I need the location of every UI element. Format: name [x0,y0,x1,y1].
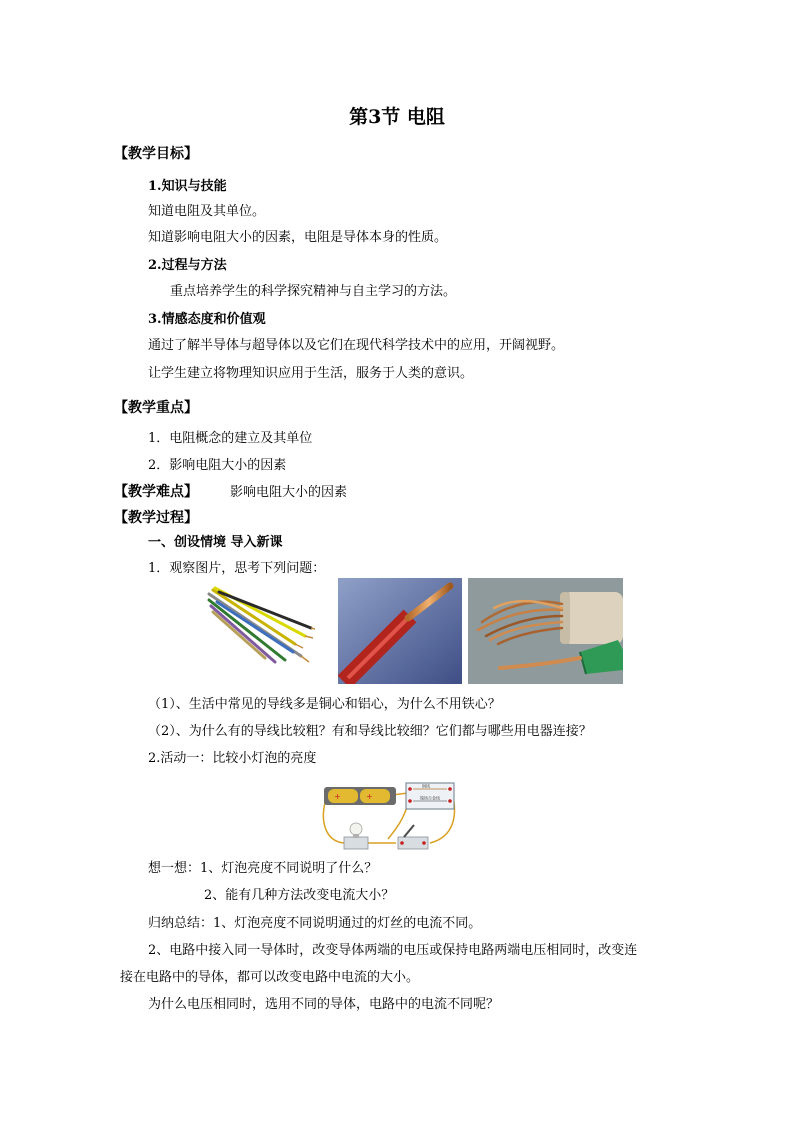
summary-1: 归纳总结：1、灯泡亮度不同说明通过的灯丝的电流不同。 [148,916,482,931]
paragraph: 通过了解半导体与超导体以及它们在现代科学技术中的应用，开阔视野。 [148,338,565,353]
subsection-process: 2.过程与方法 [148,258,227,273]
section-heading-keypoints: 【教学重点】 [114,400,198,416]
plus-sign-icon: + [366,792,373,801]
paragraph: 知道影响电阻大小的因素，电阻是导体本身的性质。 [148,230,448,245]
paragraph: 知道电阻及其单位。 [148,204,266,219]
colored-wires-photo [205,586,315,666]
summary-2-line1: 2、电路中接入同一导体时，改变导体两端的电压或保持电路两端电压相同时，改变连 [148,943,638,958]
part-heading: 一、创设情境 导入新课 [148,535,283,550]
plus-sign-icon: + [334,792,341,801]
section-heading-difficulty: 【教学难点】 [114,484,198,500]
list-item: 2．影响电阻大小的因素 [148,458,287,473]
summary-2-line2: 接在电路中的导体，都可以改变电路中电流的大小。 [120,970,420,985]
page-title: 第3节 电阻 [349,106,445,128]
question-1b: （2）、为什么有的导线比较粗？有和导线比较细？它们都与哪些用电器连接？ [148,724,592,739]
section-heading-objectives: 【教学目标】 [114,146,198,162]
section-heading-process: 【教学过程】 [114,510,198,526]
closing-question: 为什么电压相同时，选用不同的导体，电路中的电流不同呢？ [148,997,500,1012]
difficulty-text: 影响电阻大小的因素 [230,485,348,500]
paragraph: 重点培养学生的科学探究精神与自主学习的方法。 [170,284,457,299]
board-label-copper: 铜线 [422,783,430,789]
circuit-diagram [318,779,458,855]
question-1: 1．观察图片，思考下列问题： [148,561,326,576]
subsection-attitude: 3.情感态度和价值观 [148,312,266,327]
subsection-knowledge: 1.知识与技能 [148,179,227,194]
question-1a: （1）、生活中常见的导线多是铜心和铝心，为什么不用铁心？ [148,697,501,712]
copper-strands-photo [468,578,623,684]
list-item: 1．电阻概念的建立及其单位 [148,431,313,446]
think-1: 想一想：1、灯泡亮度不同说明了什么？ [148,861,378,876]
board-label-nichrome: 镍铬合金线 [420,795,440,801]
think-2: 2、能有几种方法改变电流大小？ [204,888,395,903]
activity-1: 2.活动一：比较小灯泡的亮度 [148,751,317,766]
red-wire-photo [338,578,462,684]
paragraph: 让学生建立将物理知识应用于生活，服务于人类的意识。 [148,366,474,381]
